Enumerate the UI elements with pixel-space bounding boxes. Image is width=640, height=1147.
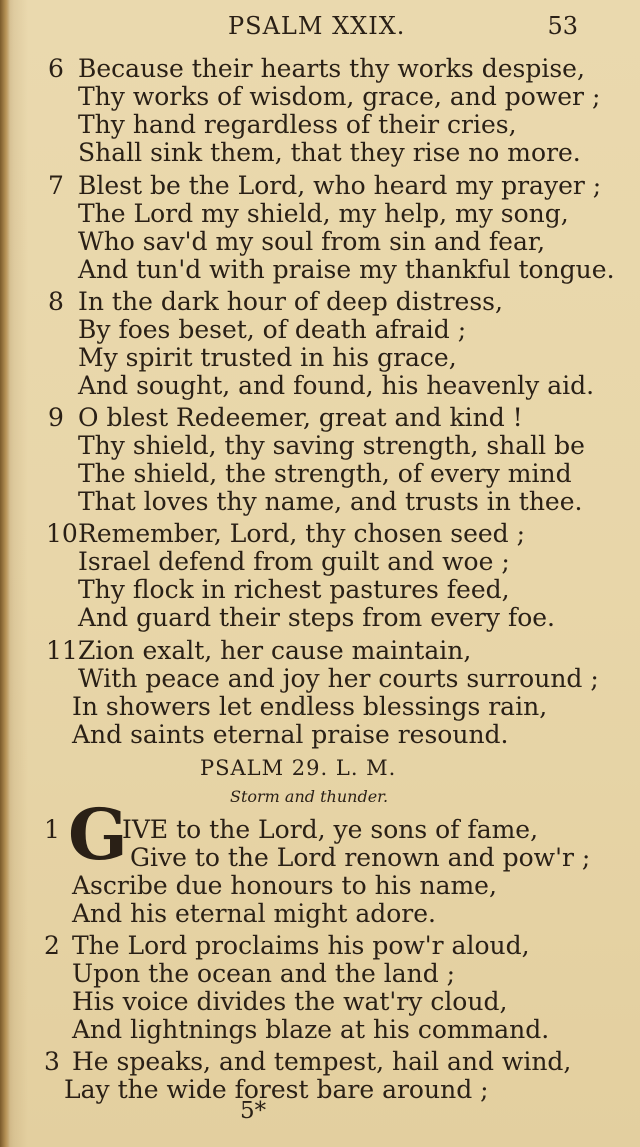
verse-line: Remember, Lord, thy chosen seed ; [78, 519, 526, 548]
verse-line: Blest be the Lord, who heard my prayer ; [78, 171, 602, 200]
verse-line: Zion exalt, her cause maintain, [78, 636, 472, 665]
verse-line: Give to the Lord renown and pow'r ; [130, 843, 591, 872]
stanza-number: 10 [46, 519, 78, 548]
verse-line: And sought, and found, his heavenly aid. [78, 371, 595, 400]
verse-line: Shall sink them, that they rise no more. [78, 138, 581, 167]
stanza-number: 7 [48, 171, 64, 200]
verse-line: The Lord my shield, my help, my song, [78, 199, 569, 228]
verse-line: Because their hearts thy works despise, [78, 54, 585, 83]
verse-line: Thy hand regardless of their cries, [78, 110, 517, 139]
verse-line: Israel defend from guilt and woe ; [78, 547, 510, 576]
stanza-number: 1 [44, 815, 60, 844]
stanza-number: 11 [46, 636, 78, 665]
verse-line: With peace and joy her courts surround ; [78, 664, 599, 693]
verse-line: And saints eternal praise resound. [72, 720, 509, 749]
verse-line: And lightnings blaze at his command. [72, 1015, 550, 1044]
stanza-number: 3 [44, 1047, 60, 1076]
drop-cap: G [68, 793, 128, 876]
verse-line: Ascribe due honours to his name, [72, 871, 497, 900]
psalm-heading: PSALM 29. L. M. [200, 756, 397, 780]
verse-line: IVE to the Lord, ye sons of fame, [122, 815, 539, 844]
verse-line: He speaks, and tempest, hail and wind, [72, 1047, 572, 1076]
verse-line: Thy works of wisdom, grace, and power ; [78, 82, 601, 111]
verse-line: And his eternal might adore. [72, 899, 436, 928]
verse-line: That loves thy name, and trusts in thee. [78, 487, 583, 516]
verse-line: In showers let endless blessings rain, [72, 692, 548, 721]
page-header [0, 6, 640, 40]
stanza-number: 6 [48, 54, 64, 83]
verse-line: Thy shield, thy saving strength, shall be [78, 431, 585, 460]
running-title: PSALM XXIX. [228, 12, 406, 40]
psalm-subtitle: Storm and thunder. [230, 787, 389, 806]
verse-line: In the dark hour of deep distress, [78, 287, 503, 316]
stanza-number: 2 [44, 931, 60, 960]
stanza-number: 9 [48, 403, 64, 432]
page-number: 53 [547, 12, 578, 40]
verse-line: Thy flock in richest pastures feed, [78, 575, 510, 604]
verse-line: Upon the ocean and the land ; [72, 959, 456, 988]
verse-line: And tun'd with praise my thankful tongue. [78, 255, 615, 284]
verse-line: Who sav'd my soul from sin and fear, [78, 227, 546, 256]
stanza-number: 8 [48, 287, 64, 316]
verse-line: The shield, the strength, of every mind [78, 459, 572, 488]
verse-line: My spirit trusted in his grace, [78, 343, 457, 372]
verse-line: By foes beset, of death afraid ; [78, 315, 467, 344]
verse-line: And guard their steps from every foe. [78, 603, 555, 632]
verse-line: His voice divides the wat'ry cloud, [72, 987, 508, 1016]
verse-line: Lay the wide forest bare around ; [64, 1075, 489, 1104]
verse-line: O blest Redeemer, great and kind ! [78, 403, 523, 432]
book-gutter [0, 0, 10, 1147]
signature-mark: 5* [240, 1098, 267, 1124]
verse-line: The Lord proclaims his pow'r aloud, [72, 931, 530, 960]
